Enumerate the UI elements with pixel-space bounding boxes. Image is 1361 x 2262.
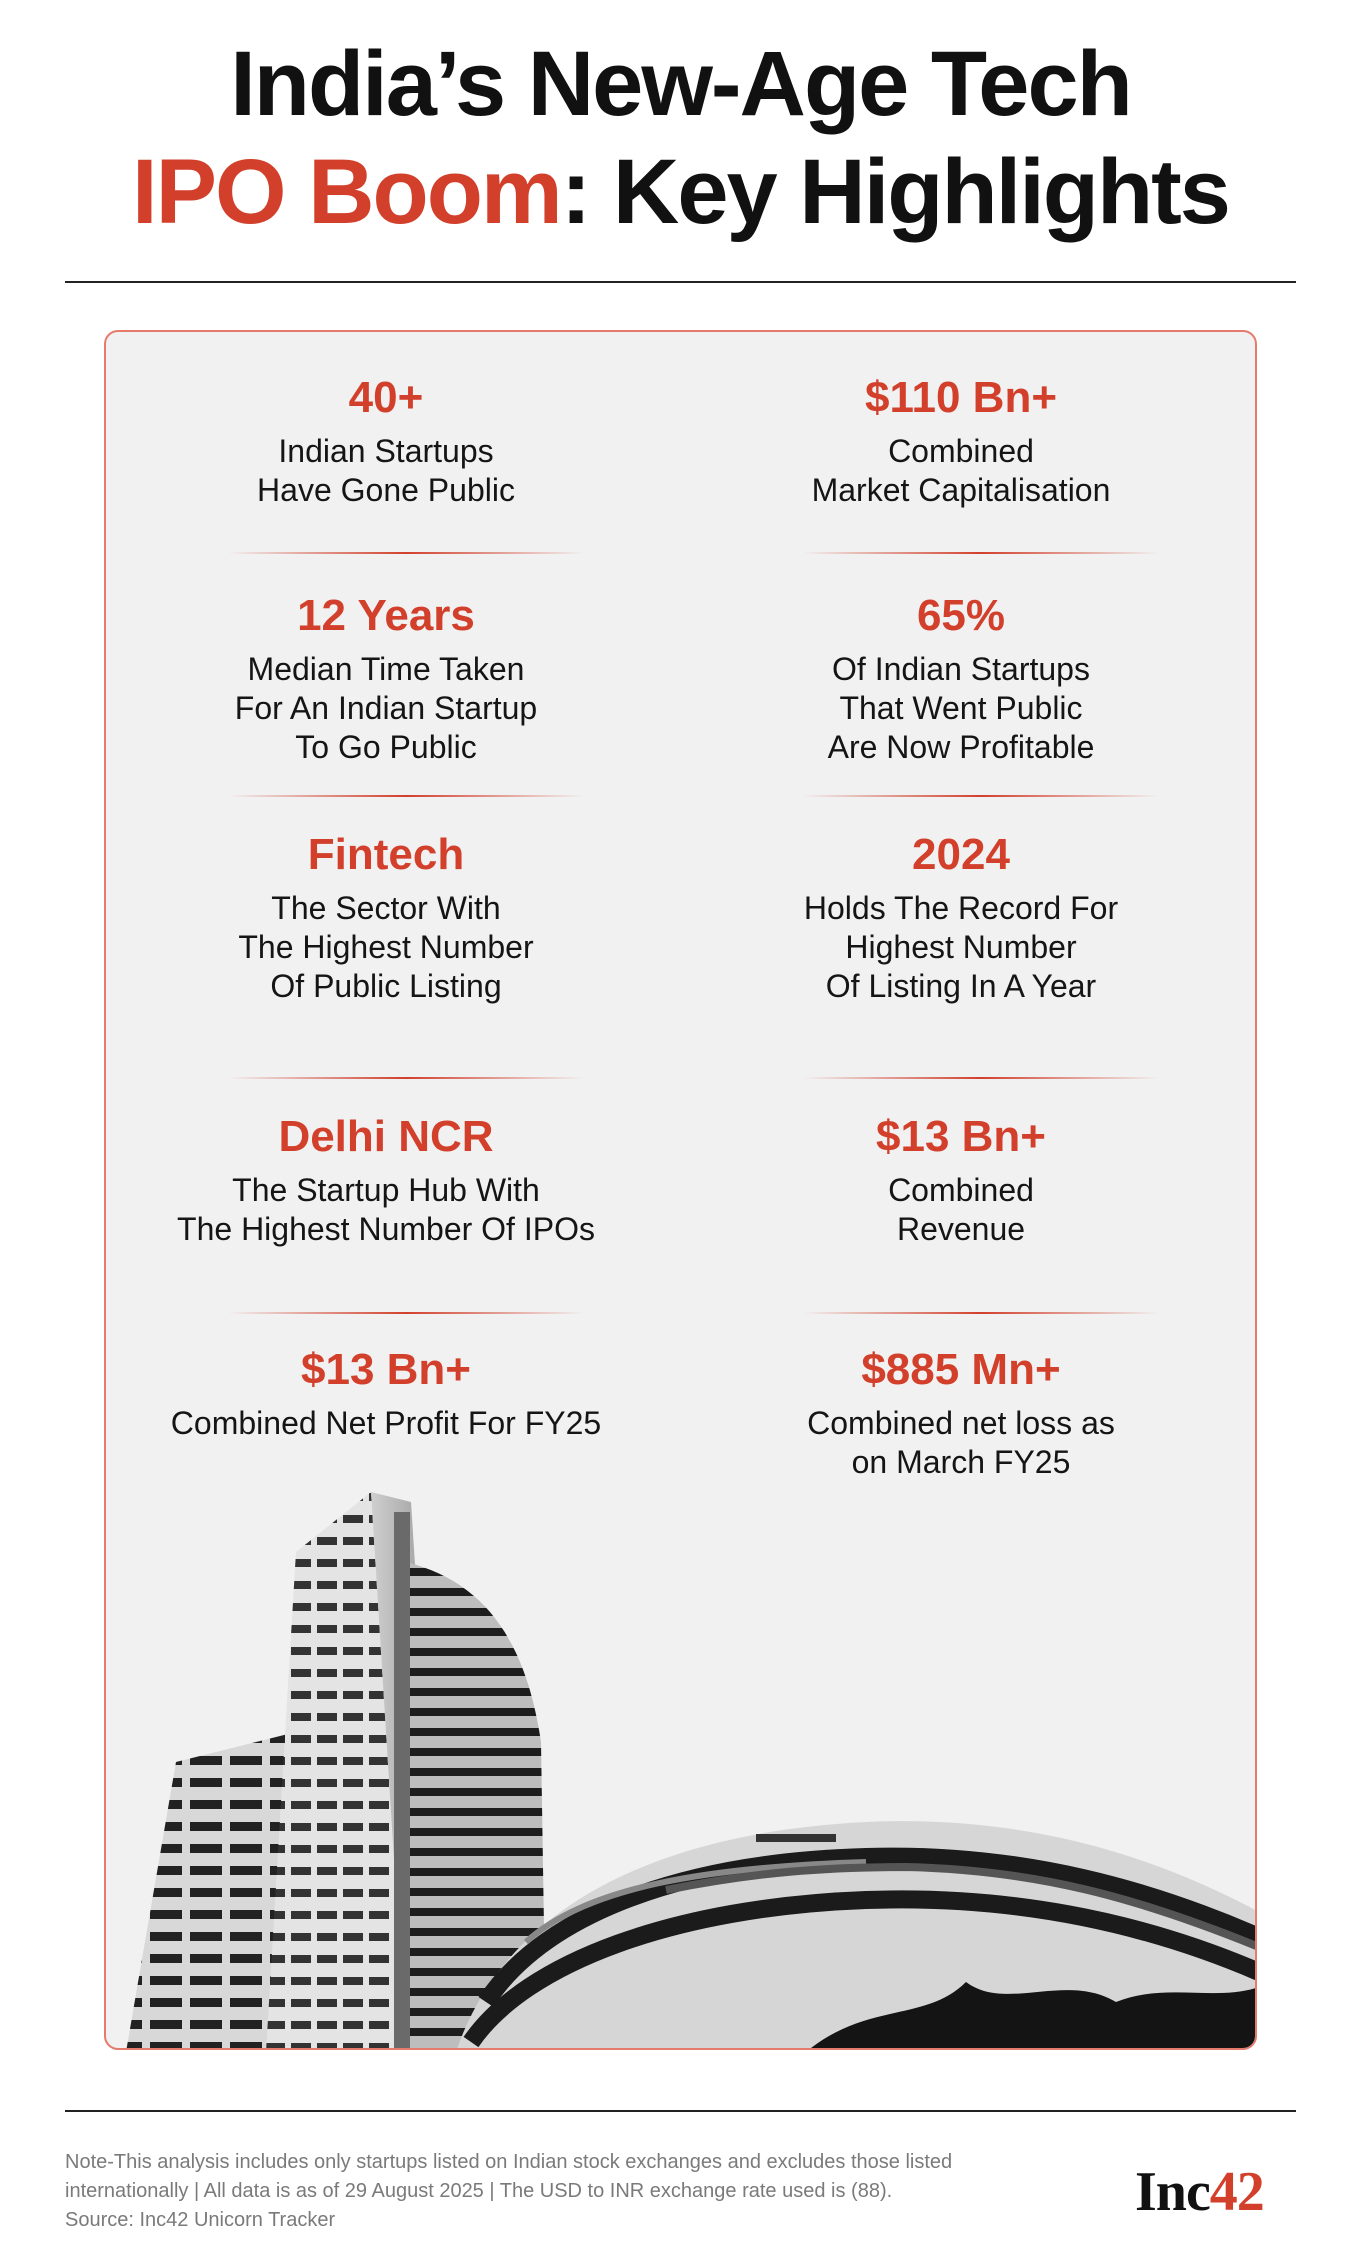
stat-startup-hub bbox=[106, 1109, 666, 1249]
stat-divider bbox=[228, 1077, 584, 1079]
stat-value: 12 Years bbox=[297, 591, 475, 640]
stat-median-time bbox=[106, 588, 666, 767]
stat-value: 2024 bbox=[912, 830, 1010, 879]
stat-description: Combined Revenue bbox=[888, 1172, 1034, 1247]
stat-divider bbox=[803, 1077, 1159, 1079]
stock-exchange-building-illustration bbox=[106, 1442, 1257, 2050]
stat-description: Holds The Record For Highest Number Of Listing In A Year bbox=[803, 890, 1119, 1004]
stat-divider bbox=[228, 795, 584, 797]
title-rest: : Key Highlights bbox=[560, 141, 1229, 243]
stat-description: Of Indian Startups That Went Public Are Now Profitable bbox=[827, 651, 1095, 765]
page-title bbox=[0, 30, 1361, 246]
stat-divider bbox=[228, 552, 584, 554]
stat-divider bbox=[803, 552, 1159, 554]
stat-startups-public bbox=[106, 370, 666, 510]
logo-text: Inc bbox=[1135, 2161, 1210, 2223]
stat-sector bbox=[106, 827, 666, 1006]
stat-value: $885 Mn+ bbox=[861, 1345, 1061, 1394]
stat-value: Fintech bbox=[307, 830, 465, 879]
stat-description: Combined Net Profit For FY25 bbox=[170, 1405, 602, 1441]
top-divider bbox=[65, 281, 1296, 283]
stat-value: $110 Bn+ bbox=[864, 373, 1058, 422]
stat-description: The Startup Hub With The Highest Number Of IPOs bbox=[177, 1172, 595, 1247]
stat-value: $13 Bn+ bbox=[301, 1345, 471, 1394]
stat-value: 40+ bbox=[348, 373, 424, 422]
title-line-1: India’s New-Age Tech bbox=[230, 33, 1131, 135]
stat-description: The Sector With The Highest Number Of Public Listing bbox=[238, 890, 534, 1004]
stat-description: Combined net loss as on March FY25 bbox=[807, 1405, 1115, 1480]
stat-record-year bbox=[681, 827, 1241, 1006]
stat-description: Median Time Taken For An Indian Startup To Go Public bbox=[234, 651, 538, 765]
stat-net-profit bbox=[106, 1342, 666, 1443]
source-line: Source: Inc42 Unicorn Tracker bbox=[65, 2209, 336, 2231]
logo-number: 42 bbox=[1209, 2161, 1264, 2223]
title-highlight: IPO Boom bbox=[132, 141, 561, 243]
stat-value: 65% bbox=[916, 591, 1006, 640]
stat-market-cap bbox=[681, 370, 1241, 510]
stat-divider bbox=[228, 1312, 584, 1314]
stat-value: Delhi NCR bbox=[278, 1112, 494, 1161]
bottom-divider bbox=[65, 2110, 1296, 2112]
stat-description: Indian Startups Have Gone Public bbox=[257, 433, 515, 508]
title-line-2 bbox=[0, 138, 1361, 246]
stat-description: Combined Market Capitalisation bbox=[811, 433, 1111, 508]
highlights-card bbox=[104, 330, 1257, 2050]
footnote-line: internationally | All data is as of 29 August 2025 | The USD to INR exchange rate used is (88). bbox=[65, 2180, 893, 2202]
stat-divider bbox=[803, 795, 1159, 797]
stat-value: $13 Bn+ bbox=[876, 1112, 1046, 1161]
stat-revenue bbox=[681, 1109, 1241, 1249]
stat-divider bbox=[803, 1312, 1159, 1314]
stat-profitable bbox=[681, 588, 1241, 767]
footnote-line: Note-This analysis includes only startups listed on Indian stock exchanges and excludes those listed bbox=[65, 2151, 953, 2173]
inc42-logo bbox=[1135, 2160, 1264, 2224]
footnote bbox=[65, 2148, 1085, 2235]
